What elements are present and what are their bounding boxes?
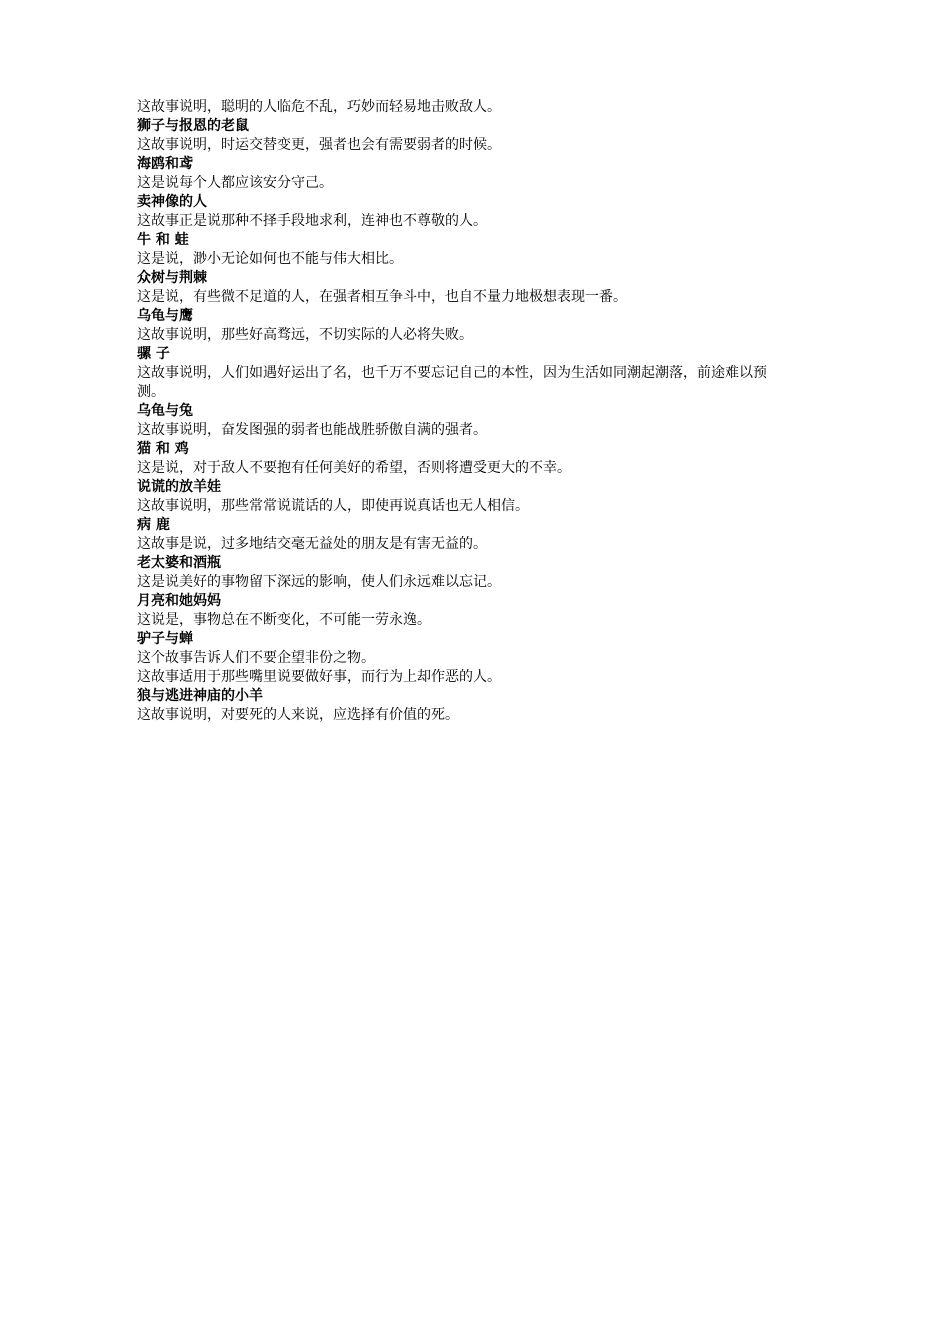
- fable-title: 牛 和 蛙: [137, 232, 189, 248]
- moral-text: 这故事正是说那种不择手段地求利，连神也不尊敬的人。: [137, 213, 487, 229]
- fable-title: 猫 和 鸡: [137, 441, 189, 457]
- fable-title: 乌龟与鹰: [137, 308, 193, 324]
- fable-title: 说谎的放羊娃: [137, 479, 221, 495]
- moral-text: 这故事说明，聪明的人临危不乱，巧妙而轻易地击败敌人。: [137, 99, 501, 115]
- moral-text: 这是说，渺小无论如何也不能与伟大相比。: [137, 251, 403, 267]
- fable-title: 病 鹿: [137, 517, 170, 533]
- moral-text: 这故事说明，奋发图强的弱者也能战胜骄傲自满的强者。: [137, 422, 487, 438]
- fable-title: 卖神像的人: [137, 194, 207, 210]
- moral-text: 这个故事告诉人们不要企望非份之物。: [137, 650, 375, 666]
- fable-title: 狼与逃进神庙的小羊: [137, 688, 263, 704]
- fable-title: 狮子与报恩的老鼠: [137, 118, 249, 134]
- moral-text: 这是说美好的事物留下深远的影响，使人们永远难以忘记。: [137, 574, 501, 590]
- moral-text: 这故事说明，人们如遇好运出了名，也千万不要忘记自己的本性，因为生活如同潮起潮落，前途难以预测。: [137, 365, 767, 400]
- moral-text: 这故事说明，那些好高骛远，不切实际的人必将失败。: [137, 327, 473, 343]
- moral-text: 这故事说明，时运交替变更，强者也会有需要弱者的时候。: [137, 137, 501, 153]
- moral-text: 这故事适用于那些嘴里说要做好事，而行为上却作恶的人。: [137, 669, 501, 685]
- document-page: [137, 98, 787, 725]
- fable-title: 乌龟与兔: [137, 403, 193, 419]
- fable-title: 众树与荆棘: [137, 270, 207, 286]
- fable-title: 老太婆和酒瓶: [137, 555, 221, 571]
- moral-text: 这是说，对于敌人不要抱有任何美好的希望，否则将遭受更大的不幸。: [137, 460, 571, 476]
- moral-text: 这故事说明，对要死的人来说，应选择有价值的死。: [137, 707, 459, 723]
- moral-text: 这是说每个人都应该安分守己。: [137, 175, 333, 191]
- fable-title: 驴子与蝉: [137, 631, 193, 647]
- moral-text: 这是说，有些微不足道的人，在强者相互争斗中，也自不量力地极想表现一番。: [137, 289, 627, 305]
- fable-title: 月亮和她妈妈: [137, 593, 221, 609]
- fable-title: 海鸥和鸢: [137, 156, 193, 172]
- fable-title: 骡 子: [137, 346, 170, 362]
- moral-text: 这故事说明，那些常常说谎话的人，即使再说真话也无人相信。: [137, 498, 529, 514]
- moral-text: 这说是，事物总在不断变化，不可能一劳永逸。: [137, 612, 431, 628]
- moral-text: 这故事是说，过多地结交毫无益处的朋友是有害无益的。: [137, 536, 487, 552]
